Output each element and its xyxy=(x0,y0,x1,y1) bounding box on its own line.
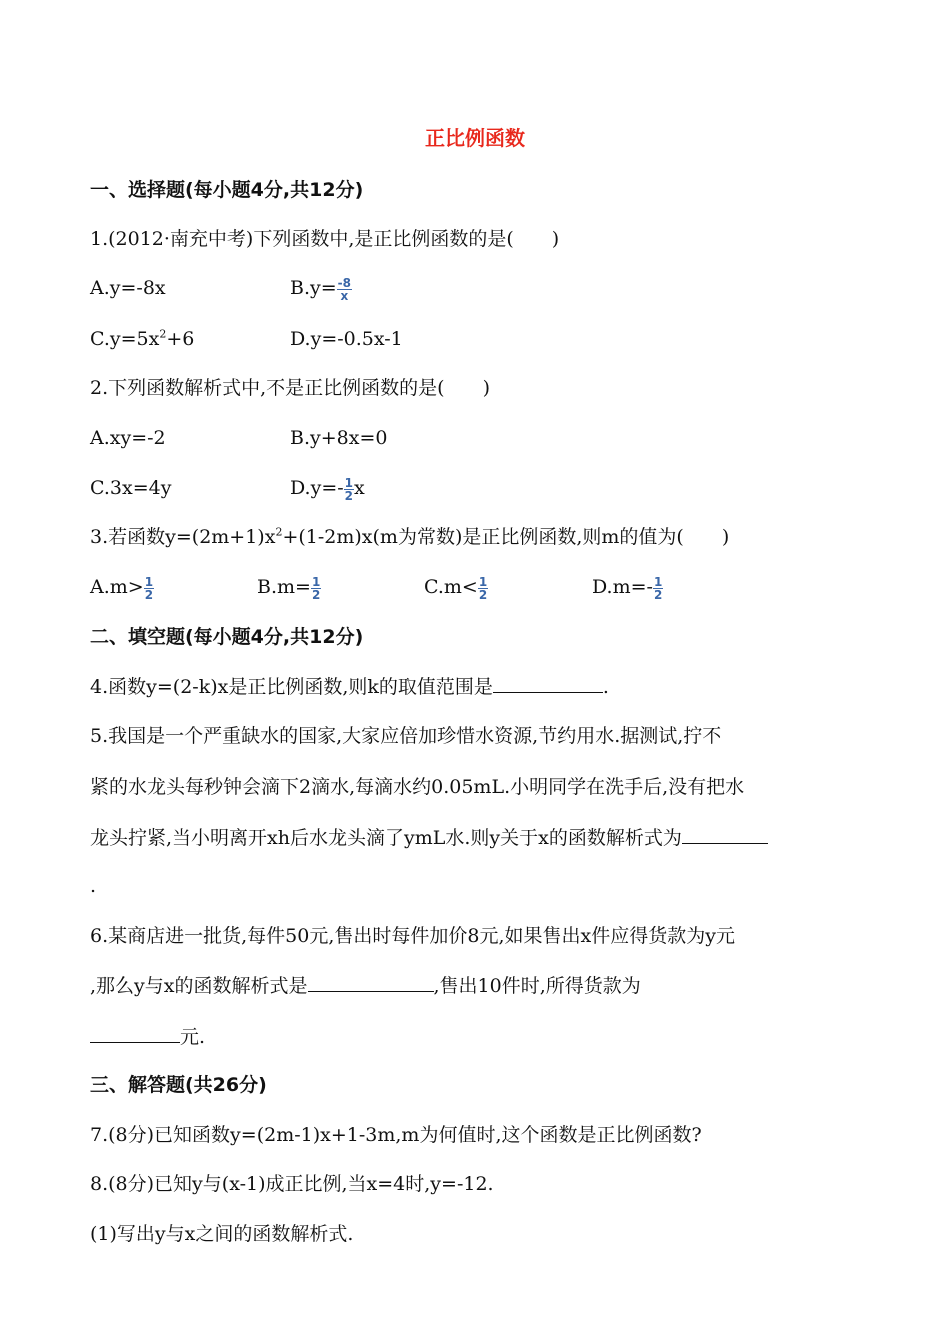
q3-option-b-label: B.m= xyxy=(257,576,311,598)
q5-line-3-text: 龙头拧紧,当小明离开xh后水龙头滴了ymL水.则y关于x的函数解析式为 xyxy=(90,827,682,849)
q1-option-c-base: C.y=5x xyxy=(90,328,160,350)
q6-line-2-end: ,售出10件时,所得货款为 xyxy=(433,975,641,997)
question-4 xyxy=(90,672,609,701)
q1-option-b-fraction xyxy=(337,277,352,302)
q6-answer-blank-1[interactable] xyxy=(308,971,434,992)
fraction-numerator: 1 xyxy=(478,574,488,589)
q6-line-2-start: ,那么y与x的函数解析式是 xyxy=(90,975,308,997)
q2-option-d-variable: x xyxy=(354,477,365,499)
section-heading-choice: 一、选择题(每小题4分,共12分) xyxy=(90,179,364,201)
q2-option-d-fraction xyxy=(344,477,354,502)
q2-option-d-label: D.y=- xyxy=(290,477,344,499)
q1-option-c xyxy=(90,325,194,353)
question-5-line-3 xyxy=(90,823,768,852)
question-8-stem: 8.(8分)已知y与(x-1)成正比例,当x=4时,y=-12. xyxy=(90,1173,494,1195)
fraction-numerator: 1 xyxy=(344,475,354,490)
fraction-denominator: 2 xyxy=(144,587,154,602)
q3-option-b-fraction xyxy=(311,576,321,601)
fraction-denominator: 2 xyxy=(653,587,663,602)
q3-stem-exponent: 2 xyxy=(275,525,283,539)
q3-option-a-fraction xyxy=(144,576,154,601)
question-6-line-1: 6.某商店进一批货,每件50元,售出时每件加价8元,如果售出x件应得货款为y元 xyxy=(90,925,735,947)
q3-option-a-label: A.m> xyxy=(90,576,144,598)
fraction-numerator: -8 xyxy=(337,275,351,290)
section-heading-solution: 三、解答题(共26分) xyxy=(90,1074,267,1096)
fraction-denominator: 2 xyxy=(478,587,488,602)
q1-option-c-exponent: 2 xyxy=(159,327,167,341)
question-5-line-2: 紧的水龙头每秒钟会滴下2滴水,每滴水约0.05mL.小明同学在洗手后,没有把水 xyxy=(90,776,745,798)
fraction-denominator: x xyxy=(340,288,349,303)
section-heading-fill-blank: 二、填空题(每小题4分,共12分) xyxy=(90,626,364,648)
page-title: 正比例函数 xyxy=(425,126,525,150)
fraction-denominator: 2 xyxy=(344,488,354,503)
question-3-stem xyxy=(90,523,729,551)
q3-stem-start: 3.若函数y=(2m+1)x xyxy=(90,526,276,548)
q1-option-b xyxy=(290,274,352,302)
q4-answer-blank[interactable] xyxy=(493,672,603,693)
q3-option-c-fraction xyxy=(478,576,488,601)
question-2-stem: 2.下列函数解析式中,不是正比例函数的是( ) xyxy=(90,377,490,399)
q3-option-c-label: C.m< xyxy=(424,576,478,598)
question-7: 7.(8分)已知函数y=(2m-1)x+1-3m,m为何值时,这个函数是正比例函数? xyxy=(90,1124,702,1146)
q2-option-c: C.3x=4y xyxy=(90,477,172,499)
question-8-part-1: (1)写出y与x之间的函数解析式. xyxy=(90,1223,354,1245)
q3-option-d-label: D.m=- xyxy=(592,576,653,598)
q3-option-b xyxy=(257,573,321,601)
q2-option-d xyxy=(290,474,365,502)
question-5-line-1: 5.我国是一个严重缺水的国家,大家应倍加珍惜水资源,节约用水.据测试,拧不 xyxy=(90,725,722,747)
q6-answer-blank-2[interactable] xyxy=(90,1022,180,1043)
fraction-numerator: 1 xyxy=(653,574,663,589)
q3-option-d xyxy=(592,573,663,601)
fraction-numerator: 1 xyxy=(144,574,154,589)
q3-option-a xyxy=(90,573,154,601)
q4-period: . xyxy=(602,676,609,698)
question-6-line-2 xyxy=(90,971,641,1000)
q3-option-d-fraction xyxy=(653,576,663,601)
q1-option-c-tail: +6 xyxy=(166,328,195,350)
fraction-numerator: 1 xyxy=(311,574,321,589)
question-6-line-3 xyxy=(90,1022,205,1051)
q5-answer-blank[interactable] xyxy=(682,823,768,844)
q3-stem-end: +(1-2m)x(m为常数)是正比例函数,则m的值为( ) xyxy=(282,526,730,548)
q1-option-a: A.y=-8x xyxy=(90,277,166,299)
question-1-stem: 1.(2012·南充中考)下列函数中,是正比例函数的是( ) xyxy=(90,228,560,250)
q2-option-a: A.xy=-2 xyxy=(90,427,166,449)
q6-line-3-end: 元. xyxy=(180,1026,206,1048)
q2-option-b: B.y+8x=0 xyxy=(290,427,388,449)
q1-option-d: D.y=-0.5x-1 xyxy=(290,328,403,350)
q3-option-c xyxy=(424,573,488,601)
question-5-line-4: . xyxy=(90,875,97,897)
q1-option-b-label: B.y= xyxy=(290,277,337,299)
fraction-denominator: 2 xyxy=(311,587,321,602)
q4-text: 4.函数y=(2-k)x是正比例函数,则k的取值范围是 xyxy=(90,676,493,698)
